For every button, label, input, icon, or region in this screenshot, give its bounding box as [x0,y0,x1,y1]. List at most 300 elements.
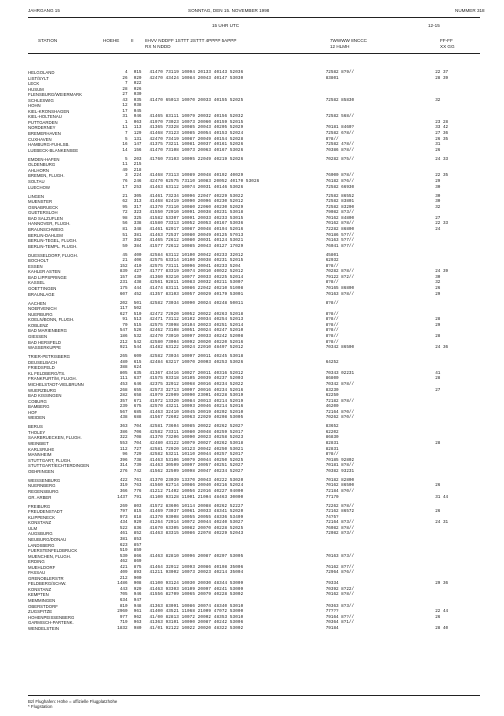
table-row [28,244,480,250]
weather-groups: 79334 [325,581,339,587]
synop-groups: 41465 83111 10079 20032 40156 52032 [149,114,244,120]
synop-groups: 42472 72920 10052 20022 40263 52018 [149,311,244,317]
station-group [28,478,480,500]
station-height: 50 [122,243,128,249]
station-id: 400 [133,252,142,258]
station-group [28,301,480,351]
station-height: 443 [119,586,128,592]
station-height: 231 [119,280,128,286]
column-synop-2: RX N NDDD [145,44,171,49]
station-id: 515 [133,322,142,328]
station-id: 022 [133,81,142,87]
synop-groups: 41556 82709 10065 20079 40228 53002 [149,592,244,598]
station-id: 224 [133,173,142,179]
synop-groups: 41468 62419 10090 20096 40230 52012 [149,199,244,205]
table-row [28,626,480,632]
weather-groups: 70162 8?8// [325,221,355,227]
station-height: 12 [122,103,128,109]
station-height: 705 [119,592,128,598]
station-height: 839 [119,269,128,275]
station-height: 357 [119,398,128,404]
station-name: MANNHEIM [28,452,52,458]
column-station: STATION [38,38,58,43]
station-id: 063 [133,119,142,125]
wind-gust: 22 33 [435,221,449,227]
station-height: 623 [119,542,128,548]
station-name: FLENSBURG/WEIERMARK [28,92,82,98]
table-row [28,345,480,351]
weather-groups: 83230 [325,387,339,393]
station-id: 962 [133,614,142,620]
table-row [28,292,480,298]
weather-groups: 70181 8?8// [325,463,355,469]
station-id: 836 [133,525,142,531]
station-height: 212 [119,575,128,581]
station-id: 776 [133,488,142,494]
station-name: KONSTANZ [28,586,52,592]
station-name: FREUDENSTADT [28,509,63,515]
station-height: 111 [119,376,128,382]
station-id: 929 [133,586,142,592]
weather-groups: 76162 8?7// [325,564,355,570]
station-name: WENDELSTEIN [28,625,60,631]
station-height: 805 [119,370,128,376]
station-name: KEMPTEN [28,592,49,598]
station-name: GUETERSLOH [28,210,58,216]
station-height: 421 [119,564,128,570]
synop-groups: 42575 63314 10100 20038 40231 52015 [149,258,244,264]
station-id: 513 [133,317,142,323]
station-id: 763 [133,483,142,489]
synop-groups: 41468 73113 10089 20048 40192 40029 [149,173,244,179]
station-id: 866 [133,553,142,559]
station-height: 21 [122,193,128,199]
station-height: 56 [122,221,128,227]
station-group [28,157,480,190]
station-height: 49 [122,167,128,173]
wind-gust: 26 [435,483,441,489]
station-name: ERDING [28,559,45,565]
station-name: BAMBERG [28,404,50,410]
station-id: 947 [133,597,142,603]
station-height: 7 [124,81,128,87]
station-id: 761 [133,477,142,483]
station-height: 388 [119,365,128,371]
station-name: HUSUM [28,86,44,92]
synop-groups: 41375 73211 10081 20037 40161 52026 [149,142,244,148]
wind-gust [435,415,480,421]
weather-groups: 62250 [325,393,339,399]
synop-groups: 42582 73034 10097 20011 40245 53018 [149,354,244,360]
station-name: BERLIN-TEMPL. FLUGH. [28,243,78,249]
station-id: 452 [133,291,142,297]
station-id: 203 [133,156,142,162]
synop-groups: 41363 93101 10090 20087 40242 53006 [149,620,244,626]
station-id: 624 [133,365,142,371]
station-height: 265 [119,354,128,360]
weather-groups: 83652 [325,424,339,430]
station-height: 462 [119,559,128,565]
station-height: 37 [122,238,128,244]
station-height: 627 [119,311,128,317]
wind-gust: 29 [435,322,441,328]
station-name: MUENSTER [28,199,53,205]
station-name: WUERZBURG [28,387,57,393]
weather-groups: 8?8// [325,263,339,269]
column-synop-1: IIHVV NDDFF 1STTT 2STTT 4PPPP 5APPP [145,38,237,43]
synop-groups: 41/00 82813 10072 20002 48353 53010 [149,614,244,620]
synop-groups: 41470 73108 10073 20063 40167 53026 [149,147,244,153]
weather-groups: 82831 [325,446,339,452]
station-id: 035 [133,97,142,103]
station-name: MUENCHEN, FLUGH. [28,553,71,559]
station-name: BERUS [28,424,43,430]
station-name: BAD HERSFELD [28,339,61,345]
wind-gust: 26 [435,147,441,153]
column-wind-1: FF-FF [440,38,453,43]
synop-groups: 41572 83606 10114 20088 40262 52227 [149,503,244,509]
station-id: 706 [133,429,142,435]
station-name: MUEHLDORF [28,564,56,570]
synop-groups: 41370 23039 13370 20043 40222 53020 [149,477,244,483]
station-name: HOHENPEISSENBERG [28,614,75,620]
station-name: HAMBURG-FUHLSB. [28,142,70,148]
wind-gust: 24 [435,226,441,232]
station-height: 27 [122,92,128,98]
station-name: FRIEDSFELD [28,365,55,371]
wind-gust: 32 [435,204,441,210]
weather-groups: 70392 8?22/ [325,586,355,592]
observation-table [28,70,480,635]
station-name: OSNABRUECK [28,204,59,210]
weather-groups: 70162 8?8// [325,592,355,598]
wind-gust: 28 [435,441,441,447]
weather-groups: 8?8// [325,311,339,317]
station-height: 186 [119,333,128,339]
station-height: 91 [122,317,128,323]
synop-groups: 41463 83315 10086 22078 40229 52043 [149,531,244,537]
bottom-rule [28,695,480,696]
station-height: 567 [119,409,128,415]
station-id: 438 [133,280,142,286]
weather-groups: 79164 8??// [325,614,355,620]
date-label: SONNTAG, DEN 15. NOVEMBER 1998 [188,8,270,13]
weather-groups: 82831 [325,441,339,447]
station-id: 609 [133,354,142,360]
column-ii: II [131,38,134,43]
weather-groups: 8?8// [325,280,339,286]
wind-gust: 22 35 [435,173,449,179]
station-id: 323 [133,210,142,216]
station-group [28,424,480,474]
station-height: 2960 [117,609,128,615]
wind-gust: 27 [435,387,441,393]
station-height: 422 [119,477,128,483]
synop-groups: 41463 93303 10109 20097 40241 53009 [149,586,244,592]
station-id: 510 [133,311,142,317]
station-height: 11 [122,162,128,168]
station-name: ZUGSPITZE [28,609,53,615]
station-name: HELGOLAND [28,70,55,75]
station-id: 929 [133,520,142,526]
weather-groups: 72582 83200 [325,204,355,210]
synop-groups: 41464 32912 10093 20086 40198 35006 [149,564,244,570]
station-id: 526 [133,328,142,334]
station-id: 020 [133,75,142,81]
weather-groups: 76082 8?8// [325,525,355,531]
wind-gust: 32 [435,280,441,286]
weather-groups: 70182 82800 [325,477,355,483]
station-name: BRAUNSCHWEIG [28,226,64,232]
issue-number: NUMMER 318 [455,8,485,13]
column-mid-2: 12 HLMH [330,44,350,49]
station-name: MICHELSTADT-VIELBRUNN [28,381,84,387]
weather-groups: 70186 5?7// [325,232,355,238]
station-height: 17 [122,184,128,190]
station-height: 396 [119,457,128,463]
station-name: SOLTAU [28,178,45,184]
station-height: 96 [122,452,128,458]
station-name: OLDENBURG [28,162,56,168]
synop-groups: 41365 73328 10085 20043 40205 52029 [149,125,244,131]
station-name: LUECHOW [28,184,50,190]
station-height: 634 [119,597,128,603]
column-mid-1: 7WWWW 8NCCC [330,38,367,43]
station-name: COBURG [28,398,47,404]
weather-groups: 62932 [325,258,339,264]
synop-groups: 42582 53211 10110 20044 40257 52017 [149,452,244,458]
station-height: 31 [122,114,128,120]
station-height: 530 [119,553,128,559]
weather-groups: 70342 8?8// [325,381,355,387]
station-height: 112 [119,446,128,452]
station-height: 607 [119,291,128,297]
synop-groups: 42470 62575 73110 10083 20052 40170 53026 [149,178,260,184]
station-name: NUERBURG [28,311,53,317]
weather-groups: 79082 8?3// [325,210,355,216]
weather-groups: 72582 6?8// [325,131,355,137]
station-id: 727 [133,446,142,452]
station-height: 239 [119,404,128,410]
synop-groups: 41979 22909 10090 23001 40228 53019 [149,393,244,399]
wind-gust: 27 [435,215,441,221]
station-id: 655 [133,387,142,393]
station-height: 7 [124,131,128,137]
station-id: 961 [133,609,142,615]
station-name: GARMISCH-PARTENK. [28,620,74,626]
station-height: 152 [119,263,128,269]
synop-groups: 42575 73098 10104 20023 40251 52014 [149,322,244,328]
wind-gust [435,469,480,475]
station-id: 646 [133,381,142,387]
column-hoehe: HOEHE [103,38,120,43]
station-name: LINGEN [28,193,44,199]
station-id: 313 [133,199,142,205]
station-id: 305 [133,193,142,199]
station-name: STUTTGART/ECHTERDINGEN [28,463,90,469]
wind-gust: 41 [435,370,441,376]
synop-groups: 41400 43521 11068 21009 47072 53000 [149,609,244,615]
synop-groups: 41468 73123 10085 20054 40153 52024 [149,131,244,137]
weather-groups: 8?8// [325,300,339,306]
wind-gust: 32 [435,97,441,103]
wind-gust: 31 [435,142,441,148]
station-height: 386 [119,429,128,435]
wind-gust: 26 35 [435,136,449,142]
station-name: BAD SALZUFLEN [28,215,63,221]
synop-groups: 41370 73206 10090 20023 40258 52023 [149,435,244,441]
weather-groups: 79122 8?2// [325,274,355,280]
station-id: 635 [133,370,142,376]
weather-groups: 76163 5?7// [325,238,355,244]
station-id: 818 [133,514,142,520]
station-name: LUEBECK-BLANKENSEE [28,147,79,153]
wind-gust: 30 [435,184,441,190]
station-name: BAD KISSINGEN [28,393,62,399]
station-id: 738 [133,457,142,463]
station-id: 803 [133,503,142,509]
weather-groups: 70386 8?8// [325,147,355,153]
station-name: FUERSTENFELDBRUCK [28,548,78,554]
station-id: 030 [133,92,142,98]
station-name: NOERVENICH [28,306,57,312]
weather-groups: 72162 86572 [325,509,355,515]
weather-groups: 72182 8?8// [325,398,355,404]
station-name: ESSEN [28,263,43,269]
station-id: 444 [133,286,142,292]
station-name: ULM [28,525,38,531]
station-id: 026 [133,86,142,92]
station-height: 921 [119,345,128,351]
time-range-label: 12-15 [428,23,440,28]
weather-groups: 72282 86800 [325,226,355,232]
weather-groups: 72082 8?3// [325,531,355,537]
station-id: 501 [133,300,142,306]
station-height: 810 [119,603,128,609]
station-height: 81 [122,226,128,232]
station-id: 430 [133,274,142,280]
wind-gust [435,244,480,250]
station-name: HOHN [28,103,41,109]
volume-label: JAHRGANG 15 [28,8,60,13]
station-name: WEISSENBURG [28,477,61,483]
synop-groups: 41360 93210 10077 20033 40225 52014 [149,274,244,280]
station-height: 282 [119,393,128,399]
station-name: PUTTGARDEN [28,119,58,125]
station-name: FRANKFURT/M, FLUGH. [28,376,77,382]
station-height: 797 [119,509,128,515]
station-id: 131 [133,136,142,142]
station-id: 739 [133,463,142,469]
station-id: 900 [133,575,142,581]
station-name: LANDSBERG [28,542,55,548]
weather-groups: 79184 [325,625,339,631]
station-height: 45 [122,252,128,258]
weather-groups: 72164 8?3// [325,520,355,526]
station-id: 963 [133,620,142,626]
weather-groups: 76182 8?6// [325,178,355,184]
weather-groups: 8?8// [325,339,339,345]
weather-groups: 8?8// [325,136,339,142]
station-name: WASSERKUPPE [28,345,62,351]
station-id: 869 [133,559,142,565]
station-height: 363 [119,424,128,430]
station-id: 859 [133,548,142,554]
table-row [28,415,480,421]
station-height: 76 [122,178,128,184]
station-name: AHLHORN [28,167,50,173]
synop-groups: 41777 83319 10074 20010 40022 52012 [149,269,244,275]
synop-groups: 42582 73034 10090 20024 40248 50011 [149,300,244,306]
synop-groups: 42570 43211 10093 20046 40214 52016 [149,404,244,410]
station-name: BAD MARIENBERG [28,328,67,334]
station-id: 853 [133,536,142,542]
synop-groups: 42581 72920 10123 20042 40250 53021 [149,446,244,452]
weather-groups: 76041 8?7// [325,243,355,249]
wind-gust: 30 [435,199,441,205]
synop-groups: 41463 53106 10079 20044 40250 52025 [149,457,244,463]
synop-groups: 41670 63305 10082 20070 40228 52025 [149,525,244,531]
weather-groups: 70165 86800 [325,286,355,292]
weather-groups: 72582 568// [325,114,355,120]
station-id: 908 [133,581,142,587]
station-name: KL FELDBERG/TS. [28,370,66,376]
station-name: BOCHOLT [28,258,49,264]
station-id: 406 [133,258,142,264]
weather-groups: 70163 8?8// [325,291,355,297]
weather-groups: 86800 [325,376,339,382]
synop-groups: 41370 93008 10055 20055 48336 53409 [149,514,244,520]
station-height: 1437 [117,494,128,500]
station-name: DUESSELDORF, FLUGH. [28,252,78,258]
synop-groups: 41465 72612 10080 20031 40124 53021 [149,238,244,244]
wind-gust: 22 37 [435,70,449,75]
station-name: KLIPPENECK [28,514,55,520]
wind-gust: 24 39 [435,269,449,275]
station-id: 410 [133,263,142,269]
synop-groups: 42470 43424 10084 20043 40147 53030 [149,75,244,81]
station-height: 434 [119,520,128,526]
station-id: 382 [133,238,142,244]
synop-groups: 41/01 92122 10022 20020 48322 53002 [149,625,244,631]
weather-groups: 64252 [325,359,339,365]
station-id: 325 [133,215,142,221]
station-id: 893 [133,570,142,576]
station-id: 688 [133,415,142,421]
weather-groups: 70364 8?1// [325,620,355,626]
station-id: 704 [133,424,142,430]
station-name: WEIDEN [28,415,46,421]
synop-groups: 41970 73023 10073 20060 40159 52015 [149,119,244,125]
weather-groups: 8?8// [325,322,339,328]
station-id: 544 [133,345,142,351]
weather-groups: 86830 [325,435,339,441]
synop-groups: 41463 82810 10096 20087 40207 53005 [149,553,244,559]
table-row [28,148,480,154]
station-name: FELDBERG/SCHW. [28,581,67,587]
station-id: 675 [133,404,142,410]
synop-groups: 42484 63217 10070 20003 40253 53026 [149,359,244,365]
synop-groups: 41470 73119 10094 20133 40143 52036 [149,70,244,75]
synop-groups: 42470 73010 10097 20033 40242 52008 [149,333,244,339]
station-height: 268 [119,387,128,393]
synop-groups: 41363 83091 10086 20074 48340 53010 [149,603,244,609]
station-id: 215 [133,162,142,168]
synop-groups: 41550 72910 10091 20038 40231 53018 [149,210,244,216]
weather-groups: 8?8// [325,333,339,339]
station-id: 671 [133,398,142,404]
station-name: KONSTANZ [28,520,52,526]
